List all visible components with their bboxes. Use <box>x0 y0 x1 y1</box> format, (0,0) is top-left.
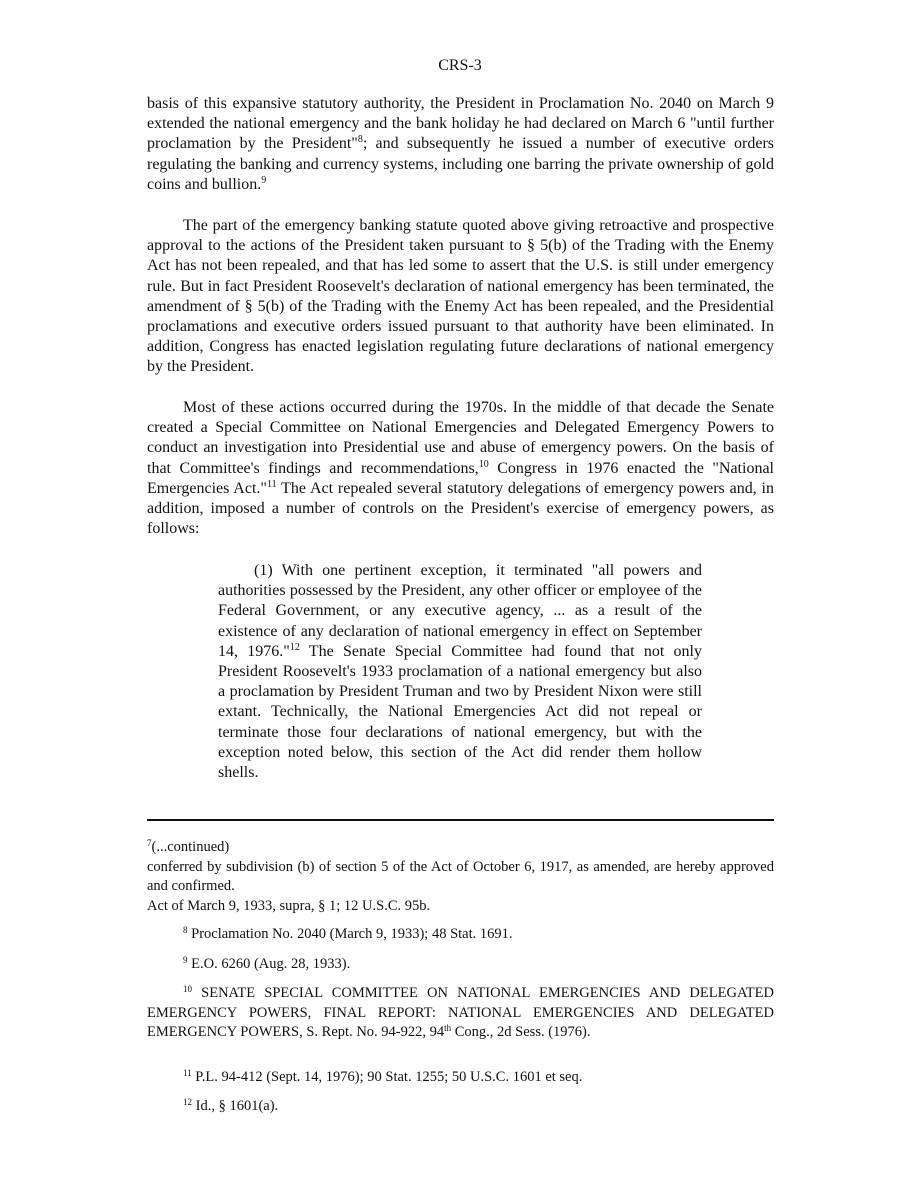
paragraph-text: ; and subsequently he issued a number of executive orders regulating the banking and currency systems, including one barring the private ownership of gold coins and bullion. <box>147 135 775 193</box>
paragraph-text: Most of these actions occurred during the 1970s. In the middle of that decade the Senate created a Special Committee on National Emergencies and Delegated Emergency Powers to conduct an investigation into Presidential use and abuse of emergency powers. On the basis of that Committee's findings and recommendations, <box>147 399 774 477</box>
footnote-8 <box>147 925 774 945</box>
footnote-9 <box>147 955 774 975</box>
footnote-12 <box>147 1097 774 1117</box>
quote-text: (1) With one pertinent exception, it terminated "all powers and authorities possessed by the President, any other officer or employee of the Federal Government, or any executive agency, ... as a result of the existence of any declaration of national emergency in effect on September 14, 1976." <box>218 562 702 660</box>
footnote-text: conferred by subdivision (b) of section 5 of the Act of October 6, 1917, as amended, are hereby approved and confirmed. <box>147 858 774 894</box>
footnote-ref-10[interactable]: 10 <box>478 458 489 470</box>
footnote-continued-label: (...continued) <box>151 839 230 855</box>
footnote-7 <box>147 838 774 916</box>
body-paragraph-3 <box>147 398 774 539</box>
block-quote <box>218 561 702 783</box>
footnote-ref-11[interactable]: 11 <box>266 478 277 490</box>
footnote-marker: 11 <box>183 1068 192 1078</box>
footnote-text: P.L. 94-412 (Sept. 14, 1976); 90 Stat. 1255; 50 U.S.C. 1601 et seq. <box>191 1069 583 1085</box>
paragraph-text: basis of this expansive statutory authority, the President in Proclamation No. 2040 on March 9 extended the national emergency and the bank holiday he had declared on March 6 "until further proclamation by the President" <box>147 95 774 153</box>
footnote-11 <box>147 1068 774 1088</box>
paragraph-text: The Act repealed several statutory delegations of emergency powers and, in addition, imposed a number of controls on the President's exercise of emergency powers, as follows: <box>147 479 774 538</box>
paragraph-text: The part of the emergency banking statute quoted above giving retroactive and prospective approval to the actions of the President taken pursuant to § 5(b) of the Trading with the Enemy Act has not been repealed, and that has led some to assert that the U.S. is still under emergency rule. But in fact President Roosevelt's declaration of national emergency has been terminated, the amendment of § 5(b) of the Trading with the Enemy Act has been repealed, and the Presidential proclamations and executive orders issued pursuant to that authority have been eliminated. In addition, Congress has enacted legislation regulating future declarations of national emergency by the President. <box>147 217 774 376</box>
footnote-divider <box>147 819 774 821</box>
quote-text: The Senate Special Committee had found that not only President Roosevelt's 1933 proclamation of a national emergency but also a proclamation by President Truman and two by President Nixon were still extant. Technically, the National Emergencies Act did not repeal or terminate those four declarations of national emergency, but with the exception noted below, this section of the Act did render them hollow shells. <box>218 642 703 782</box>
footnote-marker: 7 <box>147 838 152 848</box>
footnote-text: E.O. 6260 (Aug. 28, 1933). <box>187 956 351 972</box>
body-paragraph-continued <box>147 94 774 195</box>
footnote-text: Cong., 2d Sess. (1976). <box>451 1024 591 1040</box>
footnote-text: Act of March 9, 1933, supra, § 1; 12 U.S.C. 95b. <box>147 897 431 914</box>
ordinal-suffix: th <box>444 1023 452 1033</box>
footnote-marker: 12 <box>183 1097 192 1107</box>
footnote-text: Proclamation No. 2040 (March 9, 1933); 48 Stat. 1691. <box>187 926 513 942</box>
footnote-text: Id., § 1601(a). <box>192 1098 279 1114</box>
page-header: CRS-3 <box>438 57 482 74</box>
paragraph-text: Congress in 1976 enacted the "National Emergencies Act." <box>147 459 774 497</box>
footnote-marker: 10 <box>183 984 192 994</box>
footnote-marker: 8 <box>183 925 188 935</box>
footnote-marker: 9 <box>183 955 188 965</box>
footnote-10 <box>147 984 774 1043</box>
footnote-ref-9[interactable]: 9 <box>261 174 267 186</box>
footnote-text: SENATE SPECIAL COMMITTEE ON NATIONAL EMERGENCIES AND DELEGATED EMERGENCY POWERS, FINAL REPORT: NATIONAL EMERGENCIES AND DELEGATED EMERGENCY POWERS, S. Rept. No. 94-922, 94 <box>147 985 774 1040</box>
body-paragraph-2 <box>147 216 774 378</box>
footnote-ref-12[interactable]: 12 <box>289 641 300 653</box>
footnote-ref-8[interactable]: 8 <box>357 134 363 146</box>
